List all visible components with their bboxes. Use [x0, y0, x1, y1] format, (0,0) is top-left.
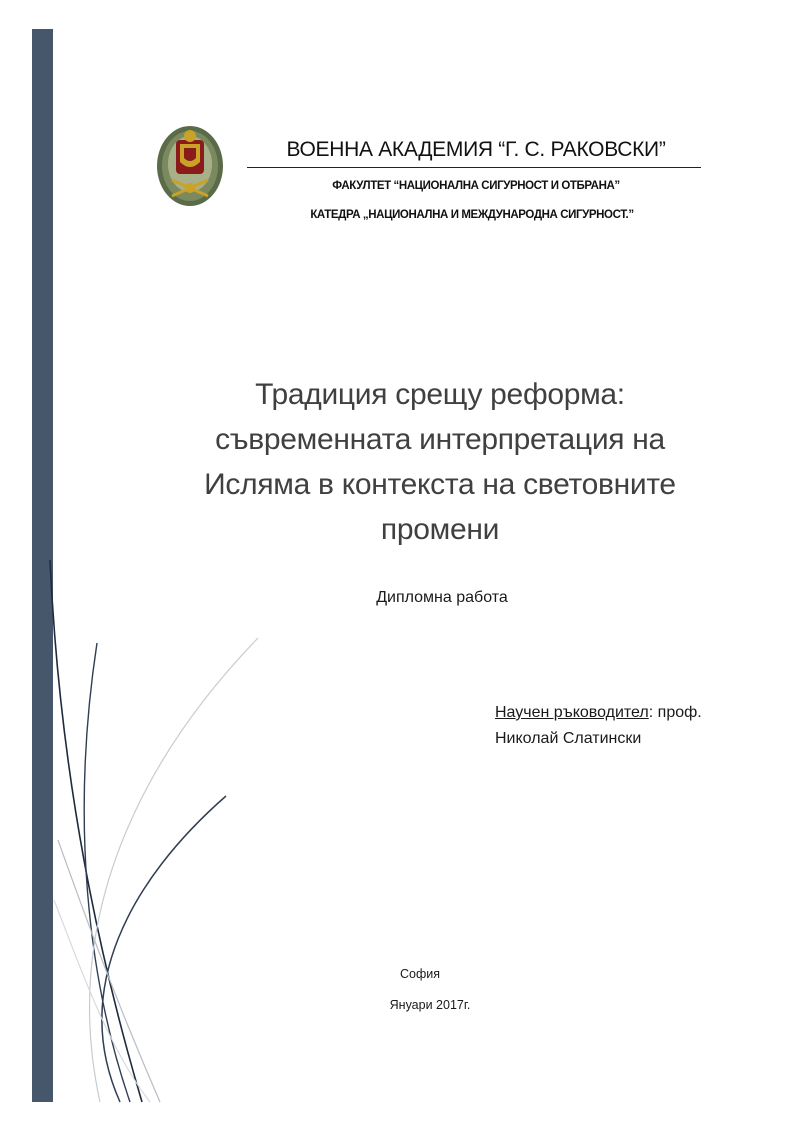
thesis-title-line: Традиция срещу реформа:: [255, 378, 625, 411]
institution-name: ВОЕННА АКАДЕМИЯ “Г. С. РАКОВСКИ”: [286, 138, 666, 161]
supervisor-label: Научен ръководител: [495, 704, 649, 721]
header-divider: [247, 167, 701, 168]
thesis-type: Дипломна работа: [376, 589, 508, 606]
department-name: КАТЕДРА „НАЦИОНАЛНА И МЕЖДУНАРОДНА СИГУРНОСТ.”: [310, 209, 634, 221]
thesis-title-line: съвременната интерпретация на: [215, 423, 665, 456]
supervisor-line: [495, 700, 755, 726]
thesis-title-line: промени: [380, 513, 500, 546]
thesis-title-line: Исляма в контекста на световните: [204, 468, 676, 501]
city: София: [399, 967, 440, 981]
supervisor-block: [495, 700, 755, 752]
academy-crest-icon: [154, 120, 226, 208]
faculty-name: ФАКУЛТЕТ “НАЦИОНАЛНА СИГУРНОСТ И ОТБРАНА”: [332, 180, 620, 192]
supervisor-name: Николай Слатински: [495, 730, 642, 747]
thesis-title: [170, 372, 710, 552]
date: Януари 2017г.: [389, 998, 471, 1012]
supervisor-title: : проф.: [648, 704, 702, 721]
